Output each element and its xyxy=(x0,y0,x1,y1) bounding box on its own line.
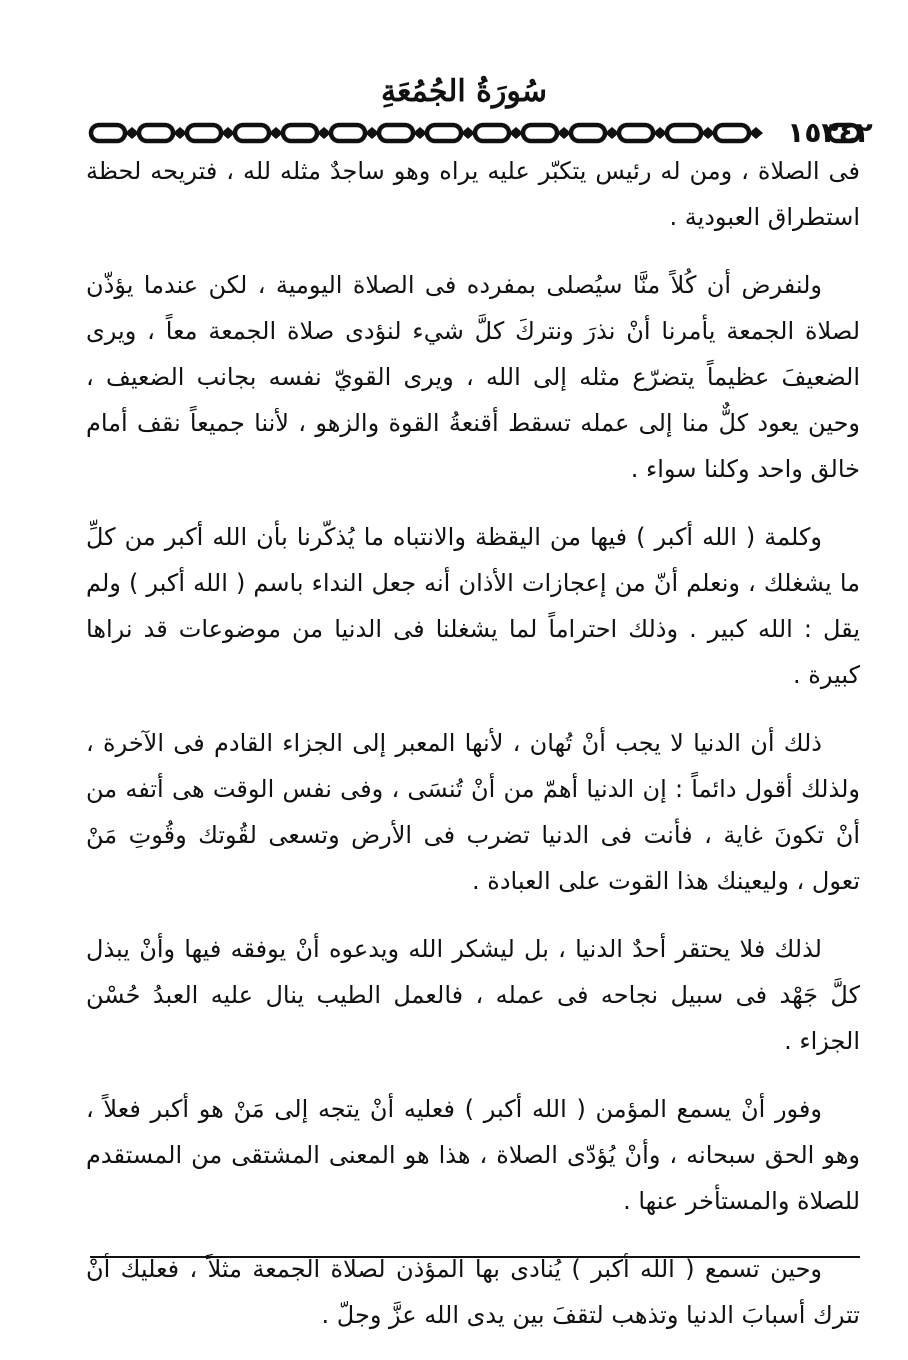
paragraph-5: لذلك فلا يحتقر أحدٌ الدنيا ، بل ليشكر الله ويدعوه أنْ يوفقه فيها وأنْ يبذل كلَّ جَهْد فى سبيل نجاحه فى عمله ، فالعمل الطيب ينال عليه العبدُ حُسْن الجزاء . xyxy=(86,935,860,1055)
paragraph-2: ولنفرض أن كُلاً منَّا سيُصلى بمفرده فى الصلاة اليومية ، لكن عندما يؤذّن لصلاة الجمعة يأمرنا أنْ نذرَ ونتركَ كلَّ شيء لنؤدى صلاة الجمعة معاً ، ويرى الضعيفَ عظيماً يتضرّع مثله إلى الله ، ويرى القويّ نفسه بجانب الضعيف ، وحين يعود كلٌّ منا إلى عمله تسقط أقنعةُ القوة والزهو ، لأننا جميعاً نقف أمام خالق واحد وكلنا سواء . xyxy=(86,271,860,483)
footer-rule xyxy=(90,1256,860,1258)
chain-ornament-icon xyxy=(84,116,860,150)
header-ornament-border xyxy=(84,116,873,150)
page-body xyxy=(86,148,860,1360)
paragraph-4: ذلك أن الدنيا لا يجب أنْ تُهان ، لأنها المعبر إلى الجزاء القادم فى الآخرة ، ولذلك أقول دائماً : إن الدنيا أهمّ من أنْ تُنسَى ، وفى نفس الوقت هى أتفه من أنْ تكونَ غاية ، فأنت فى الدنيا تضرب فى الأرض وتسعى لقُوتك وقُوتِ مَنْ تعول ، وليعينك هذا القوت على العبادة . xyxy=(86,729,860,895)
paragraph-6: وفور أنْ يسمع المؤمن ( الله أكبر ) فعليه أنْ يتجه إلى مَنْ هو أكبر فعلاً ، وهو الحق سبحانه ، وأنْ يُؤدّى الصلاة ، هذا هو المعنى المشتقى من المستقدم للصلاة والمستأخر عنها . xyxy=(86,1095,860,1215)
paragraph-3: وكلمة ( الله أكبر ) فيها من اليقظة والانتباه ما يُذكّرنا بأن الله أكبر من كلِّ ما يشغلك ، ونعلم أنّ من إعجازات الأذان أنه جعل النداء باسم ( الله أكبر ) ولم يقل : الله كبير . وذلك احتراماً لما يشغلنا فى الدنيا من موضوعات قد نراها كبيرة . xyxy=(86,523,860,689)
paragraph-7: وحين تسمع ( الله أكبر ) يُنادى بها المؤذن لصلاة الجمعة مثلاً ، فعليك أنْ تترك أسبابَ الدنيا وتذهب لتقفَ بين يدى الله عزَّ وجلّ . xyxy=(86,1255,860,1329)
surah-title: سُورَةُ الجُمُعَةِ xyxy=(380,74,548,109)
paragraph-1: فى الصلاة ، ومن له رئيس يتكبّر عليه يراه وهو ساجدٌ مثله لله ، فتريحه لحظة استطراق العبودية . xyxy=(86,157,860,231)
page-number: ١٥٣٤٢ xyxy=(787,116,873,149)
